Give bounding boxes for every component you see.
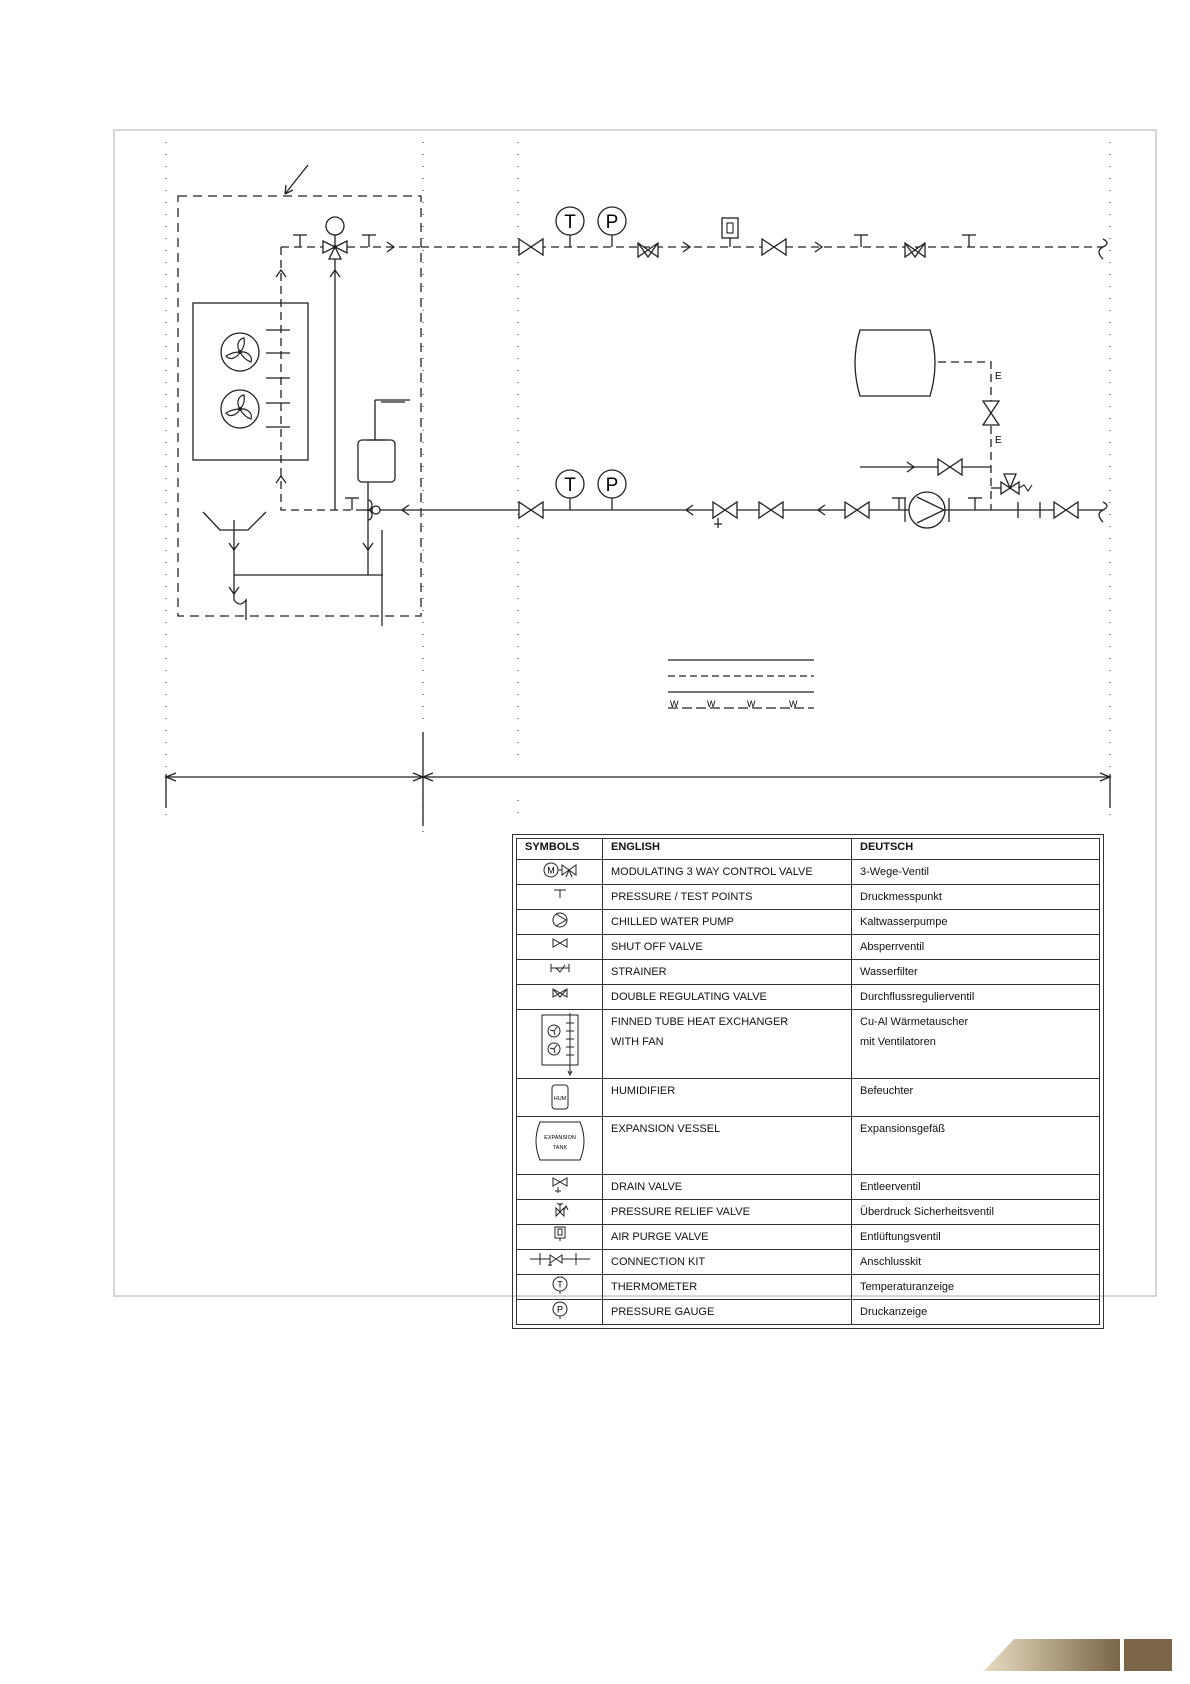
air-purge-valve-icon <box>722 218 738 247</box>
legend-deutsch <box>852 1200 1100 1225</box>
legend-english <box>603 1200 852 1225</box>
legend-english <box>603 1010 852 1079</box>
svg-text:TANK: TANK <box>552 1145 567 1151</box>
legend-deutsch-line: Druckanzeige <box>860 1306 928 1318</box>
shut-off-valve-icon <box>517 935 603 960</box>
legend-english-line: EXPANSION VESSEL <box>611 1123 721 1135</box>
legend-row <box>517 910 1100 935</box>
legend-deutsch-line: Expansionsgefäß <box>860 1123 945 1135</box>
legend-english <box>603 1079 852 1117</box>
expansion-vessel-icon <box>855 330 935 396</box>
legend-deutsch <box>852 985 1100 1010</box>
svg-text:W: W <box>747 699 756 709</box>
legend-deutsch <box>852 960 1100 985</box>
legend-deutsch <box>852 1300 1100 1325</box>
svg-text:T: T <box>564 212 576 233</box>
svg-text:W: W <box>707 699 716 709</box>
legend-deutsch-line: Befeuchter <box>860 1085 914 1097</box>
legend-header <box>517 839 1100 860</box>
legend-english-line: WITH FAN <box>611 1036 664 1048</box>
svg-text:EXPANSION: EXPANSION <box>543 1135 576 1141</box>
legend-english-line: DRAIN VALVE <box>611 1181 683 1193</box>
legend-english <box>603 1275 852 1300</box>
legend-english-line: CHILLED WATER PUMP <box>611 916 734 928</box>
legend-row <box>517 1200 1100 1225</box>
legend-deutsch <box>852 1250 1100 1275</box>
drain-valve-icon <box>713 502 737 528</box>
legend-english <box>603 1300 852 1325</box>
legend-deutsch <box>852 935 1100 960</box>
legend-english <box>603 935 852 960</box>
legend-row <box>517 1117 1100 1175</box>
strainer-icon <box>517 960 603 985</box>
legend-deutsch <box>852 1010 1100 1079</box>
legend-english <box>603 1250 852 1275</box>
legend-english <box>603 860 852 885</box>
drain-valve-icon <box>517 1175 603 1200</box>
legend-english-line: AIR PURGE VALVE <box>611 1231 709 1243</box>
chilled-water-pump-icon <box>905 492 949 528</box>
svg-text:P: P <box>605 475 619 496</box>
legend-row <box>517 985 1100 1010</box>
legend-deutsch-line: Kaltwasserpumpe <box>860 916 948 928</box>
legend-row <box>517 860 1100 885</box>
legend-deutsch-line: Entlüftungsventil <box>860 1231 941 1243</box>
legend-english <box>603 1225 852 1250</box>
page-tab-decoration <box>984 1639 1174 1671</box>
pressure-relief-valve-icon <box>517 1200 603 1225</box>
legend-english <box>603 1175 852 1200</box>
legend-english <box>603 910 852 935</box>
legend-deutsch-line: Durchflussregulierventil <box>860 991 975 1003</box>
svg-text:W: W <box>670 699 679 709</box>
svg-text:E: E <box>995 371 1002 382</box>
legend-deutsch-line: Wasserfilter <box>860 966 918 978</box>
legend-english-line: CONNECTION KIT <box>611 1256 706 1268</box>
modulating-3-way-valve-icon <box>517 860 603 885</box>
legend-deutsch-line: Entleerventil <box>860 1181 921 1193</box>
legend-english <box>603 960 852 985</box>
pressure-gauge-icon <box>598 470 626 510</box>
legend-english <box>603 985 852 1010</box>
legend-english-line: MODULATING 3 WAY CONTROL VALVE <box>611 866 813 878</box>
thermometer-icon <box>556 207 584 247</box>
expansion-vessel-icon <box>517 1117 603 1175</box>
legend-deutsch <box>852 1275 1100 1300</box>
svg-text:E: E <box>995 435 1002 446</box>
pressure-relief-valve-icon <box>991 474 1032 494</box>
thermometer-icon <box>556 470 584 510</box>
finned-tube-heat-exchanger-icon <box>193 303 308 460</box>
legend-english-line: PRESSURE / TEST POINTS <box>611 891 753 903</box>
legend-row <box>517 885 1100 910</box>
legend-row <box>517 935 1100 960</box>
legend-row <box>517 1225 1100 1250</box>
legend-row <box>517 1079 1100 1117</box>
modulating-3-way-valve-icon <box>323 217 347 259</box>
legend-english-line: THERMOMETER <box>611 1281 698 1293</box>
svg-text:HUM: HUM <box>553 1096 566 1102</box>
legend-deutsch <box>852 1225 1100 1250</box>
legend-deutsch-line: Absperrventil <box>860 941 925 953</box>
legend-english-line: HUMIDIFIER <box>611 1085 676 1097</box>
legend-row <box>517 960 1100 985</box>
svg-text:P: P <box>605 212 619 233</box>
legend-english-line: PRESSURE RELIEF VALVE <box>611 1206 750 1218</box>
humidifier-icon <box>358 400 410 482</box>
legend-english-line: DOUBLE REGULATING VALVE <box>611 991 767 1003</box>
legend-deutsch-line: Überdruck Sicherheitsventil <box>860 1206 994 1218</box>
legend-deutsch <box>852 910 1100 935</box>
legend-deutsch-line: 3-Wege-Ventil <box>860 866 929 878</box>
legend-row <box>517 1010 1100 1079</box>
legend-english-line: PRESSURE GAUGE <box>611 1306 715 1318</box>
connection-kit-icon <box>517 1250 603 1275</box>
pressure-test-point-icon <box>517 885 603 910</box>
legend-english <box>603 885 852 910</box>
legend-deutsch-line: Druckmesspunkt <box>860 891 942 903</box>
legend-english-line: SHUT OFF VALVE <box>611 941 703 953</box>
dimension-lines <box>166 732 1110 826</box>
shut-off-valve-icon <box>983 401 999 425</box>
svg-text:T: T <box>564 475 576 496</box>
svg-text:P: P <box>556 1304 563 1315</box>
legend-english-line: FINNED TUBE HEAT EXCHANGER <box>611 1016 789 1028</box>
thermometer-icon <box>517 1275 603 1300</box>
legend-row <box>517 1175 1100 1200</box>
double-regulating-valve-icon <box>517 985 603 1010</box>
legend-row <box>517 1250 1100 1275</box>
finned-tube-heat-exchanger-icon <box>517 1010 603 1079</box>
legend-deutsch-line: Anschlusskit <box>860 1256 922 1268</box>
svg-text:W: W <box>789 699 798 709</box>
svg-text:T: T <box>556 1279 563 1290</box>
humidifier-icon <box>517 1079 603 1117</box>
pressure-gauge-icon <box>517 1300 603 1325</box>
symbols-header: SYMBOLS <box>517 839 603 860</box>
legend-deutsch <box>852 1117 1100 1175</box>
legend-english-line: STRAINER <box>611 966 667 978</box>
legend-deutsch-line: mit Ventilatoren <box>860 1036 936 1048</box>
legend-deutsch <box>852 860 1100 885</box>
legend-deutsch <box>852 1079 1100 1117</box>
deutsch-header: DEUTSCH <box>852 839 1100 860</box>
legend-deutsch-line: Temperaturanzeige <box>860 1281 955 1293</box>
svg-text:M: M <box>546 865 555 876</box>
legend-english <box>603 1117 852 1175</box>
legend-row <box>517 1300 1100 1325</box>
air-purge-valve-icon <box>517 1225 603 1250</box>
pressure-gauge-icon <box>598 207 626 247</box>
english-header: ENGLISH <box>603 839 852 860</box>
chilled-water-pump-icon <box>517 910 603 935</box>
legend-deutsch <box>852 1175 1100 1200</box>
legend-deutsch <box>852 885 1100 910</box>
symbol-legend <box>512 834 1104 1329</box>
legend-row <box>517 1275 1100 1300</box>
legend-deutsch-line: Cu-Al Wärmetauscher <box>860 1016 969 1028</box>
